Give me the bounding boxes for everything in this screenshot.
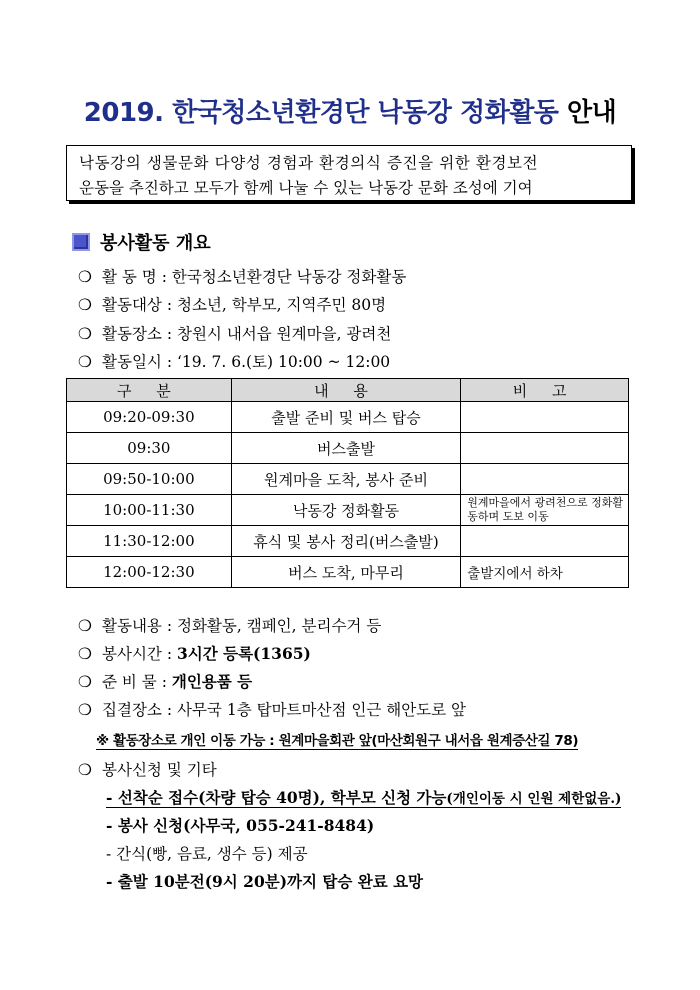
- circle-bullet-icon: ❍: [78, 761, 92, 779]
- detail-item-hours: ❍ 봉사시간 : 3시간 등록(1365): [78, 644, 311, 663]
- intro-line-1: 낙동강의 생물문화 다양성 경험과 환경의식 증진을 위한 환경보전: [79, 154, 539, 172]
- circle-bullet-icon: ❍: [78, 617, 92, 635]
- table-row: [67, 433, 629, 464]
- row-time: 10:00-11:30: [67, 495, 232, 526]
- circle-bullet-icon: ❍: [78, 645, 92, 663]
- row-time: 09:50-10:00: [67, 464, 232, 495]
- title-year: 2019.: [83, 98, 164, 128]
- row-content: 휴식 및 봉사 정리(버스출발): [231, 526, 461, 557]
- detail-item-meeting-place: ❍ 집결장소 : 사무국 1층 탑마트마산점 인근 해안도로 앞: [78, 701, 467, 719]
- overview-item-target: ❍ 활동대상 : 청소년, 학부모, 지역주민 80명: [78, 296, 387, 314]
- row-time: 12:00-12:30: [67, 557, 232, 588]
- circle-bullet-icon: ❍: [78, 673, 92, 691]
- row-content: 버스출발: [231, 433, 461, 464]
- circle-bullet-icon: ❍: [78, 353, 92, 371]
- overview-item-name: ❍ 활 동 명 : 한국청소년환경단 낙동강 정화활동: [78, 268, 407, 286]
- table-row: [67, 402, 629, 433]
- intro-line-2: 운동을 추진하고 모두가 함께 나눌 수 있는 낙동강 문화 조성에 기여: [79, 179, 533, 197]
- detail-item-content: ❍ 활동내용 : 정화활동, 캠페인, 분리수거 등: [78, 617, 382, 635]
- header-content: 내 용: [231, 379, 461, 402]
- table-row: [67, 557, 629, 588]
- apply-item-first-come: - 선착순 접수(차량 탑승 40명), 학부모 신청 가능(개인이동 시 인원 제한없음.): [106, 788, 622, 807]
- header-note: 비 고: [461, 379, 629, 402]
- row-note: [461, 464, 629, 495]
- intro-box: [66, 145, 632, 201]
- overview-item-place: ❍ 활동장소 : 창원시 내서읍 원계마을, 광려천: [78, 325, 392, 343]
- row-time: 11:30-12:00: [67, 526, 232, 557]
- row-content: 원계마을 도착, 봉사 준비: [231, 464, 461, 495]
- title-main: 한국청소년환경단 낙동강 정화활동: [172, 98, 559, 128]
- circle-bullet-icon: ❍: [78, 296, 92, 314]
- table-row: [67, 495, 629, 526]
- schedule-header-row: [67, 379, 629, 402]
- circle-bullet-icon: ❍: [78, 701, 92, 719]
- square-bullet-icon: [72, 233, 90, 251]
- page-title: [0, 92, 700, 129]
- row-note: [461, 526, 629, 557]
- apply-heading: ❍ 봉사신청 및 기타: [78, 761, 217, 779]
- table-row: [67, 526, 629, 557]
- row-content: 출발 준비 및 버스 탑승: [231, 402, 461, 433]
- section-title: 봉사활동 개요: [100, 233, 211, 254]
- row-content: 버스 도착, 마무리: [231, 557, 461, 588]
- overview-item-datetime: ❍ 활동일시 : ‘19. 7. 6.(토) 10:00 ~ 12:00: [78, 353, 391, 371]
- apply-item-registration: - 봉사 신청(사무국, 055-241-8484): [106, 816, 375, 835]
- circle-bullet-icon: ❍: [78, 268, 92, 286]
- row-note: [461, 402, 629, 433]
- row-time: 09:30: [67, 433, 232, 464]
- section-heading: [72, 229, 211, 255]
- row-note: 출발지에서 하차: [461, 557, 629, 588]
- schedule-table: [66, 378, 629, 588]
- circle-bullet-icon: ❍: [78, 325, 92, 343]
- row-time: 09:20-09:30: [67, 402, 232, 433]
- detail-item-supplies: ❍ 준 비 물 : 개인용품 등: [78, 672, 253, 691]
- notice-text: ※ 활동장소로 개인 이동 가능 : 원계마을회관 앞(마산회원구 내서읍 원계증산길 78): [96, 729, 578, 750]
- row-note: 원계마을에서 광려천으로 정화활동하며 도보 이동: [461, 495, 629, 526]
- apply-item-boarding: - 출발 10분전(9시 20분)까지 탑승 완료 요망: [106, 872, 424, 891]
- title-suffix: 안내: [567, 98, 617, 128]
- header-category: 구 분: [67, 379, 232, 402]
- row-note: [461, 433, 629, 464]
- table-row: [67, 464, 629, 495]
- apply-item-snacks: - 간식(빵, 음료, 생수 등) 제공: [106, 845, 308, 863]
- row-content: 낙동강 정화활동: [231, 495, 461, 526]
